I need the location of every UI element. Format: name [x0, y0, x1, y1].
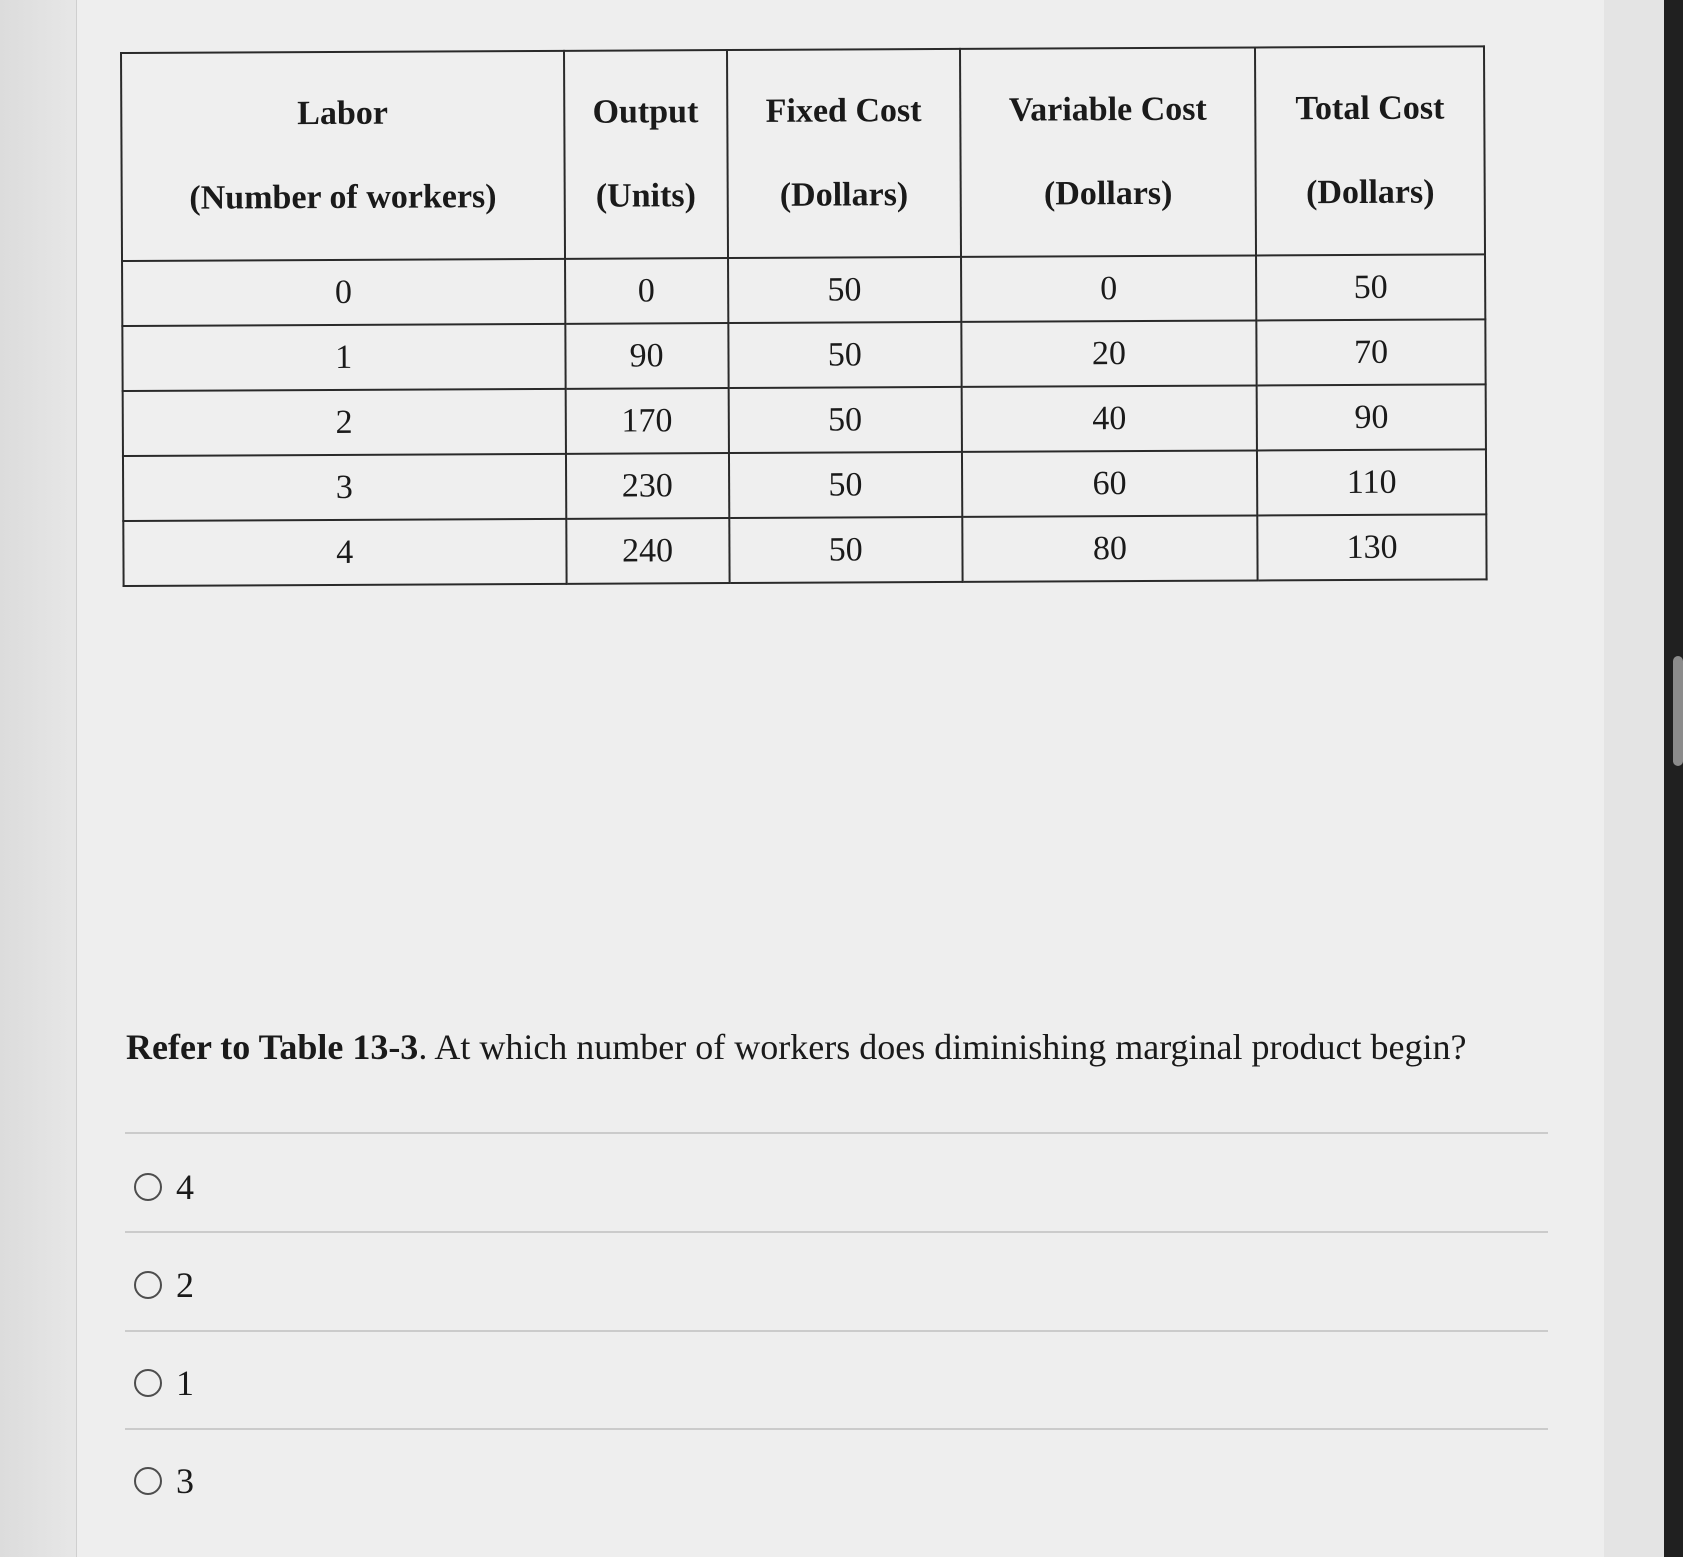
- divider: [125, 1330, 1548, 1332]
- table-row: [123, 384, 1486, 456]
- table-cell: 240: [566, 518, 730, 584]
- table-cell: 4: [123, 519, 566, 586]
- header-title: Variable Cost: [1008, 90, 1207, 129]
- table-cell: 90: [1257, 384, 1486, 450]
- table-cell: 60: [962, 450, 1258, 516]
- question-body: . At which number of workers does diminishing marginal product begin?: [418, 1027, 1467, 1067]
- table-row: [123, 449, 1486, 521]
- answer-option[interactable]: [134, 1255, 194, 1315]
- header-unit: (Units): [595, 177, 696, 215]
- option-label: 2: [176, 1265, 194, 1305]
- table-cell: 0: [961, 255, 1257, 321]
- table-cell: 90: [565, 323, 729, 389]
- table-cell: 230: [565, 453, 729, 519]
- table-cell: 70: [1257, 319, 1486, 385]
- table-cell: 3: [123, 454, 566, 521]
- table-cell: 1: [122, 324, 565, 391]
- table-cell: 50: [729, 452, 962, 518]
- table-row: [122, 254, 1485, 326]
- table-cell: 50: [728, 257, 961, 323]
- table-cell: 170: [565, 388, 729, 454]
- divider: [125, 1132, 1548, 1134]
- question-text: [126, 1026, 1466, 1068]
- table-cell: 50: [729, 517, 962, 583]
- column-header-labor: [121, 51, 565, 261]
- table-cell: 0: [122, 259, 565, 326]
- right-margin: [1604, 0, 1664, 1557]
- radio-button[interactable]: [134, 1467, 162, 1495]
- table-cell: 50: [1256, 254, 1485, 320]
- header-unit: (Dollars): [1043, 174, 1173, 213]
- table-row: [122, 319, 1485, 391]
- column-header-output: [564, 50, 728, 259]
- table-header-row: [121, 46, 1485, 261]
- scrollbar-thumb[interactable]: [1673, 656, 1683, 766]
- answer-option[interactable]: [134, 1157, 194, 1217]
- table-row: [123, 514, 1486, 586]
- header-unit: (Number of workers): [189, 178, 497, 217]
- table-cell: 2: [123, 389, 566, 456]
- table-reference: Refer to Table 13-3: [126, 1027, 419, 1067]
- table-cell: 50: [728, 387, 961, 453]
- radio-button[interactable]: [134, 1369, 162, 1397]
- header-title: Labor: [297, 94, 388, 133]
- answer-option[interactable]: [134, 1451, 194, 1511]
- table-cell: 130: [1257, 514, 1486, 580]
- radio-button[interactable]: [134, 1173, 162, 1201]
- table-cell: 20: [961, 320, 1257, 386]
- option-label: 3: [176, 1461, 194, 1501]
- radio-button[interactable]: [134, 1271, 162, 1299]
- answer-option[interactable]: [134, 1353, 194, 1413]
- window-edge: [1664, 0, 1683, 1557]
- column-header-total-cost: [1255, 46, 1485, 255]
- divider: [125, 1428, 1548, 1430]
- option-label: 1: [176, 1363, 194, 1403]
- divider: [125, 1231, 1548, 1233]
- table-cell: 0: [565, 258, 729, 324]
- header-unit: (Dollars): [779, 176, 909, 214]
- table-cell: 40: [961, 385, 1257, 451]
- table-cell: 110: [1257, 449, 1486, 515]
- header-unit: (Dollars): [1305, 173, 1435, 212]
- table-cell: 50: [728, 322, 961, 388]
- column-header-fixed-cost: [727, 49, 961, 258]
- cost-table: [120, 45, 1488, 587]
- column-header-variable-cost: [960, 47, 1256, 256]
- header-title: Fixed Cost: [765, 92, 922, 130]
- header-title: Output: [592, 93, 699, 131]
- option-label: 4: [176, 1167, 194, 1207]
- table-cell: 80: [962, 515, 1258, 581]
- header-title: Total Cost: [1295, 89, 1445, 128]
